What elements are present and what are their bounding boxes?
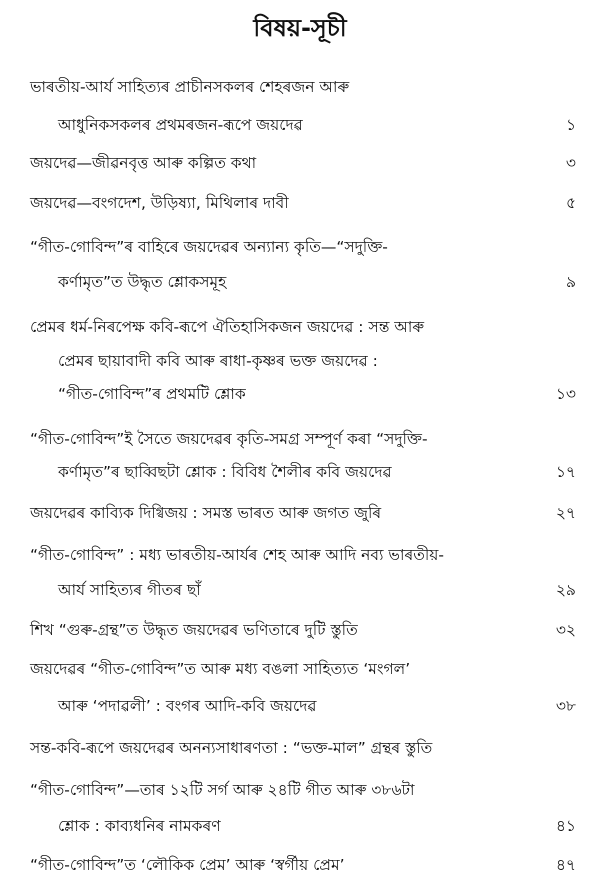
toc-entry-line: আৰ্য সাহিত্যৰ গীতৰ ছাঁ	[58, 581, 201, 599]
toc-page-number: ৩৮	[555, 697, 576, 715]
toc-page-number: ১৭	[555, 463, 576, 481]
toc-entry-line: আধুনিকসকলৰ প্ৰথমৰজন-ৰূপে জয়দেৱ	[58, 116, 303, 134]
toc-page-number: ৩	[565, 154, 576, 172]
toc-entry-line: জয়দেৱৰ “গীত-গোবিন্দ”ত আৰু মধ্য বঙলা সাহিত্যত ‘মংগল’	[30, 660, 411, 678]
toc-entry-line: জয়দেৱ—জীৱনবৃত্ত আৰু কল্পিত কথা	[30, 154, 257, 172]
toc-entry-line: “গীত-গোবিন্দ”ৰ বাহিৰে জয়দেৱৰ অন্যান্য কৃতি—“সদুক্তি-	[30, 238, 388, 256]
toc-page-number: ১	[565, 116, 576, 134]
toc-page-number: ২৭	[555, 504, 576, 522]
toc-entry-line: শ্লোক : কাব্যধনিৰ নামকৰণ	[58, 817, 221, 835]
toc-entry-line: “গীত-গোবিন্দ”ত ‘লৌকিক প্ৰেম’ আৰু ‘স্বৰ্গীয় প্ৰেম’	[30, 856, 345, 874]
toc-entry-line: প্ৰেমৰ ধৰ্ম-নিৰপেক্ষ কবি-ৰূপে ঐতিহাসিকজন জয়দেৱ : সন্ত আৰু	[30, 318, 425, 336]
toc-entry-line: কৰ্ণামৃত”ত উদ্ধৃত শ্লোকসমূহ	[58, 273, 227, 291]
toc-entry-line: “গীত-গোবিন্দ”—তাৰ ১২টি সৰ্গ আৰু ২৪টি গীত আৰু ৩৮৬টা	[30, 781, 415, 799]
toc-page-number: ৯	[565, 273, 576, 291]
toc-page-number: ৪৭	[555, 856, 576, 874]
toc-entry-line: কৰ্ণামৃত”ৰ ছাব্বিছটা শ্লোক : বিবিধ শৈলীৰ কবি জয়দেৱ	[58, 463, 392, 481]
toc-entry-line: ভাৰতীয়-আৰ্য সাহিত্যৰ প্ৰাচীনসকলৰ শেহৰজন আৰু	[30, 78, 350, 96]
toc-entry-line: সন্ত-কবি-ৰূপে জয়দেৱৰ অনন্যসাধাৰণতা : “ভক্ত-মাল” গ্ৰন্থৰ স্তুতি	[30, 739, 433, 757]
toc-entry-line: “গীত-গোবিন্দ” : মধ্য ভাৰতীয়-আৰ্যৰ শেহ আৰু আদি নব্য ভাৰতীয়-	[30, 546, 444, 564]
toc-page-number: ১৩	[555, 385, 576, 403]
toc-entry-line: জয়দেৱৰ কাব্যিক দিগ্বিজয় : সমস্ত ভাৰত আৰু জগত জুৰি	[30, 504, 382, 522]
toc-entry-line: জয়দেৱ—বংগদেশ, উড়িষ্যা, মিথিলাৰ দাবী	[30, 194, 289, 212]
toc-page-number: ২৯	[555, 581, 576, 599]
toc-page-number: ৫	[565, 194, 576, 212]
page-title: বিষয়-সূচী	[253, 14, 347, 42]
toc-entry-line: শিখ “গুৰু-গ্ৰন্থ”ত উদ্ধৃত জয়দেৱৰ ভণিতাৰে দুটি স্তুতি	[30, 621, 358, 639]
toc-page-number: ৩২	[555, 621, 576, 639]
toc-page-number: ৪১	[555, 817, 576, 835]
toc-entry-line: আৰু ‘পদাৱলী’ : বংগৰ আদি-কবি জয়দেৱ	[58, 697, 317, 715]
toc-entry-line: “গীত-গোবিন্দ”ই সৈতে জয়দেৱৰ কৃতি-সমগ্ৰ সম্পূৰ্ণ কৰা “সদুক্তি-	[30, 430, 428, 448]
toc-entry-line: “গীত-গোবিন্দ”ৰ প্ৰথমটি শ্লোক	[58, 385, 246, 403]
toc-entry-line: প্ৰেমৰ ছায়াবাদী কবি আৰু ৰাধা-কৃষ্ণৰ ভক্ত জয়দেৱ :	[58, 352, 378, 370]
